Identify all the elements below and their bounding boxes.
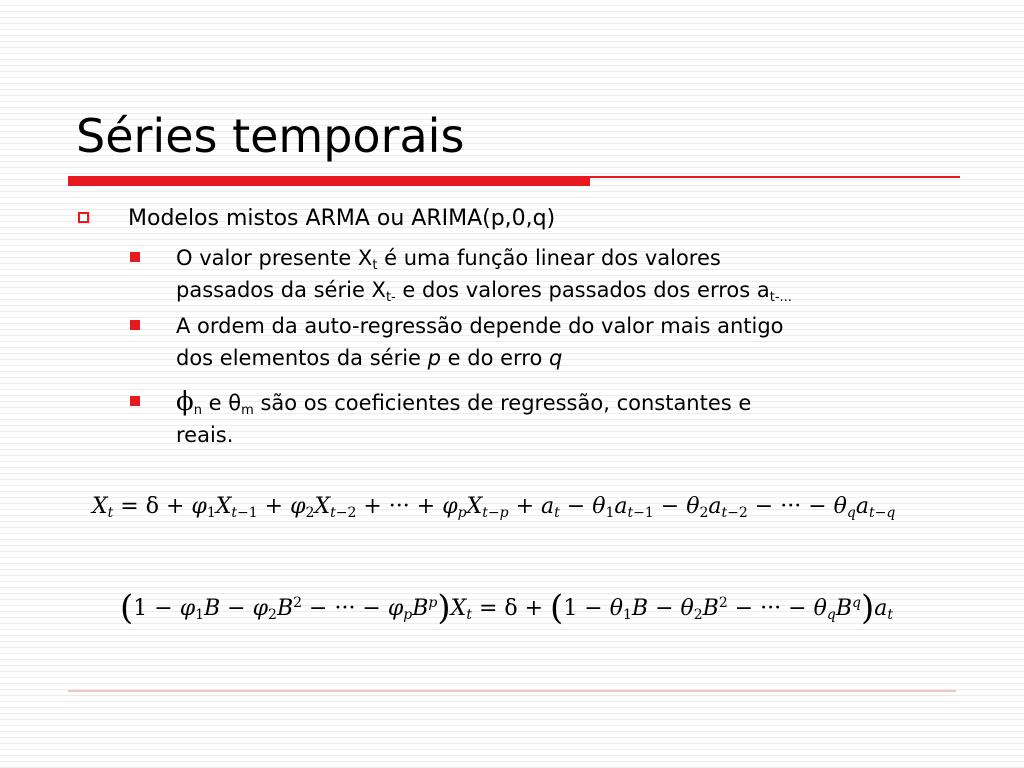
- filled-square-icon: [130, 320, 140, 330]
- subbullet-1-line1-a: O valor presente X: [176, 246, 373, 270]
- subbullet-2-text: [176, 310, 936, 374]
- subbullet-3-text: [176, 386, 936, 451]
- bullet-level1-text: Modelos mistos ARMA ou ARIMA(p,0,q): [128, 206, 556, 231]
- subbullet-1-line2-sub: t-: [385, 290, 396, 305]
- equation-arma-backshift: ($1 - \varphi_1B - \varphi_2B^2$ − ··· − $\varphi_pB^p)X_t = \delta + (1 - \theta_1B - \theta_2B^2$ − ··· − $\theta_qB^q)a_t$: [120, 588, 893, 628]
- subbullet-2-p: p: [427, 346, 441, 370]
- phi-sub: n: [193, 403, 202, 418]
- subbullet-1-text: [176, 242, 936, 306]
- slide-title: Séries temporais: [76, 109, 465, 163]
- phi-symbol: ϕ: [176, 387, 194, 417]
- subbullet-1-line2-a: passados da série X: [176, 278, 386, 302]
- hollow-square-icon: [78, 212, 89, 223]
- filled-square-icon: [130, 396, 140, 406]
- filled-square-icon: [130, 252, 140, 262]
- title-underline-thin: [590, 176, 960, 178]
- subbullet-3-line2: reais.: [176, 423, 234, 447]
- subbullet-3-rest: são os coeficientes de regressão, constantes e: [253, 391, 752, 415]
- subbullet-2-line2-a: dos elementos da série: [176, 346, 428, 370]
- subbullet-2-line2-b: e do erro: [441, 346, 550, 370]
- subbullet-1-line2-sub2: t-...: [769, 290, 792, 305]
- footer-divider: [68, 690, 956, 692]
- title-underline-thick: [68, 176, 590, 186]
- subbullet-1-line1-b: é uma função linear dos valores: [377, 246, 721, 270]
- subbullet-1-line1-sub: t: [372, 258, 378, 273]
- equation-arma: $X_t = \delta + \varphi_1X_{t-1} + \varphi_2X_{t-2}$ + ··· + $\varphi_pX_{t-p} + a_t - \theta_1a_{t-1} - \theta_2a_{t-2}$ − ··· − $\theta_qa_{t-q}$: [92, 494, 896, 521]
- subbullet-1-line2-b: e dos valores passados dos erros a: [395, 278, 770, 302]
- subbullet-2-line1: A ordem da auto-regressão depende do valor mais antigo: [176, 314, 784, 338]
- subbullet-2-q: q: [549, 346, 563, 370]
- subbullet-3-mid: e θ: [201, 391, 242, 415]
- theta-sub: m: [241, 403, 254, 418]
